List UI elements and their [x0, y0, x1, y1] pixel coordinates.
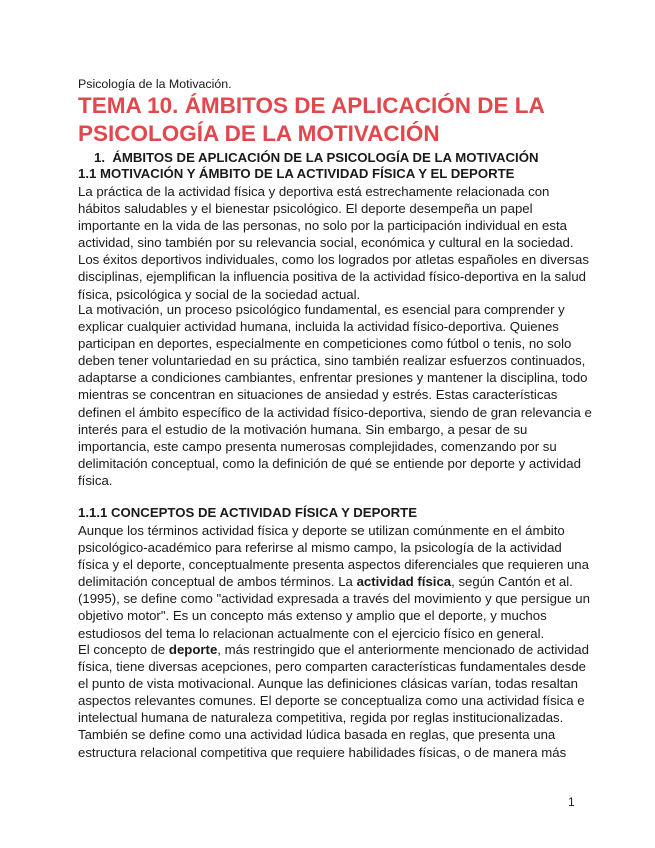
paragraph-2 [78, 301, 592, 489]
paragraph-4 [78, 641, 589, 761]
paragraph-line: física, tiene diversas acepciones, pero comparten características fundamentales desde [78, 659, 586, 675]
subsection-heading-1-1-1: 1.1.1 CONCEPTOS DE ACTIVIDAD FÍSICA Y DEPORTE [78, 505, 418, 520]
page-number: 1 [568, 795, 575, 809]
section-heading-1 [94, 150, 539, 166]
running-header: Psicología de la Motivación. [78, 77, 232, 91]
paragraph-line: mientras se concentran en situaciones de ansiedad y estrés. Estas características [78, 387, 558, 403]
paragraph-line: hábitos saludables y el bienestar psicológico. El deporte desempeña un papel [78, 201, 533, 217]
paragraph-line: deben tener voluntariedad en su práctica, sino también realizar esfuerzos continuados, [78, 353, 586, 369]
paragraph-line: (1995), se define como "actividad expresada a través del movimiento y que persigue un [78, 591, 590, 607]
paragraph-line: Los éxitos deportivos individuales, como los logrados por atletas españoles en diversas [78, 252, 589, 268]
paragraph-line: explicar cualquier actividad humana, incluida la actividad físico-deportiva. Quienes [78, 319, 559, 335]
paragraph-line: estudiosos del tema lo relacionan actualmente con el ejercicio físico en general. [78, 625, 545, 641]
paragraph-line: La motivación, un proceso psicológico fundamental, es esencial para comprender y [78, 302, 565, 317]
text-run: , más restringido que el anteriormente mencionado de actividad [217, 642, 589, 657]
section-title: ÁMBITOS DE APLICACIÓN DE LA PSICOLOGÍA DE LA MOTIVACIÓN [112, 150, 539, 165]
paragraph-line: actividad, sino también por su relevancia social, económica y cultural en la sociedad. [78, 235, 574, 251]
paragraph-line: importante en la vida de las personas, no solo por la participación individual en esta [78, 218, 567, 234]
subsection-heading-1-1: 1.1 MOTIVACIÓN Y ÁMBITO DE LA ACTIVIDAD FÍSICA Y EL DEPORTE [78, 166, 515, 181]
paragraph-line: física, psicológica y social de la sociedad actual. [78, 286, 361, 302]
paragraph-line-with-term [78, 573, 578, 590]
paragraph-3 [78, 522, 590, 642]
text-run: delimitación conceptual de ambos términos. La [78, 574, 357, 590]
paragraph-line: aspectos relevantes comunes. El deporte se conceptualiza como una actividad física e [78, 693, 585, 709]
paragraph-line: estructura relacional competitiva que requiere habilidades físicas, o de manera más [78, 744, 567, 760]
paragraph-line: definen el ámbito específico de la actividad físico-deportiva, siendo de gran relevancia e [78, 404, 592, 420]
paragraph-line-with-term [78, 641, 589, 658]
paragraph-line: adaptarse a condiciones cambiantes, enfrentar presiones y mantener la disciplina, todo [78, 370, 588, 386]
bold-term-deporte: deporte [168, 642, 218, 657]
paragraph-line: participan en deportes, especialmente en competiciones como fútbol o tenis, no solo [78, 336, 572, 352]
paragraph-line: psicológico-académico para referirse al mismo campo, la psicología de la actividad [78, 540, 562, 556]
paragraph-line: objetivo motor". Es un concepto más extenso y amplio que el deporte, y muchos [78, 608, 547, 624]
paragraph-line: delimitación conceptual, como la definición de qué se entiende por deporte y actividad [78, 455, 581, 471]
paragraph-line: importancia, este campo presenta numerosas complejidades, comenzando por su [78, 438, 557, 454]
text-run: , según Cantón et al. [451, 574, 573, 590]
paragraph-line: interés para el estudio de la motivación humana. Sin embargo, a pesar de su [78, 421, 528, 437]
section-number: 1. [94, 150, 105, 165]
paragraph-line: Aunque los términos actividad física y deporte se utilizan comúnmente en el ámbito [78, 523, 565, 538]
chapter-title-line-1: TEMA 10. ÁMBITOS DE APLICACIÓN DE LA [78, 93, 545, 118]
bold-term-actividad-fisica: actividad física [356, 574, 452, 590]
chapter-title-line-2: PSICOLOGÍA DE LA MOTIVACIÓN [78, 121, 440, 146]
paragraph-line: La práctica de la actividad física y deportiva está estrechamente relacionada con [78, 184, 550, 199]
chapter-title [78, 92, 598, 148]
paragraph-line: intelectual humana de naturaleza competitiva, regida por reglas institucionalizadas. [78, 710, 564, 726]
paragraph-line: el punto de vista motivacional. Aunque las definiciones clásicas varían, todas resaltan [78, 676, 578, 692]
paragraph-line: física. [78, 472, 113, 488]
text-run: El concepto de [78, 642, 169, 657]
paragraph-line: También se define como una actividad lúdica basada en reglas, que presenta una [78, 727, 556, 743]
paragraph-1 [78, 183, 589, 303]
paragraph-line: física y el deporte, conceptualmente presenta aspectos diferenciales que requieren una [78, 557, 589, 573]
paragraph-line: disciplinas, ejemplifican la influencia positiva de la actividad físico-deportiva en la salud [78, 269, 586, 285]
